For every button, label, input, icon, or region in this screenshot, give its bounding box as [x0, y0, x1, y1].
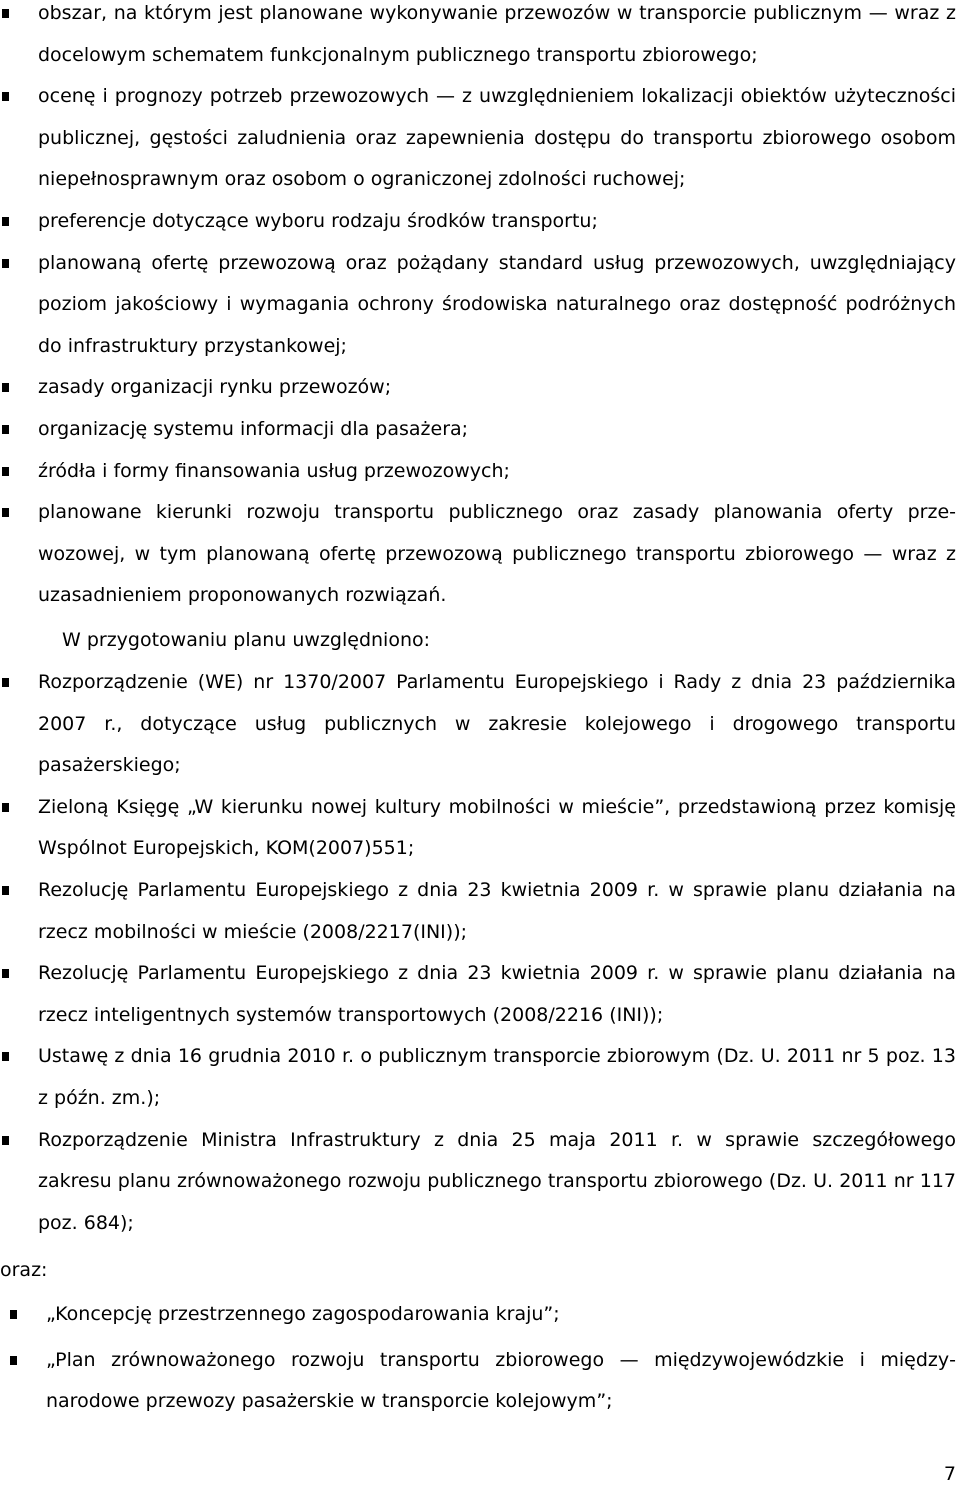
list-item	[0, 367, 960, 409]
list-item	[0, 451, 960, 493]
list-item-text: Rozporządzenie (WE) nr 1370/2007 Parlamentu Europejskiego i Rady z dnia 23 października 2007 r., dotyczące usług publicznych w zakresie kolejowego i drogowego transportu pasażerskiego;	[38, 671, 956, 777]
list-item	[0, 0, 960, 76]
square-bullet-icon	[10, 1310, 17, 1319]
square-bullet-icon	[2, 383, 9, 392]
list-item	[0, 76, 960, 201]
square-bullet-icon	[2, 803, 9, 812]
list-item	[0, 1294, 960, 1336]
legal-basis-list	[0, 662, 960, 1244]
list-item-text: Zieloną Księgę „W kierunku nowej kultury mobilności w mieście”, przedstawioną przez komisję Wspólnot Europejskich, KOM(2007)551;	[38, 795, 956, 860]
list-item-text: Ustawę z dnia 16 grudnia 2010 r. o publicznym transporcie zbiorowym (Dz. U. 2011 nr 5 poz. 13 z późn. zm.);	[38, 1045, 956, 1109]
list-item-text: Rozporządzenie Ministra Infrastruktury z dnia 25 maja 2011 r. w sprawie szczegółowego zakresu planu zrównoważonego rozwoju publicznego transportu zbiorowego (Dz. U. 2011 nr 117 poz. 684);	[38, 1128, 956, 1234]
square-bullet-icon	[2, 467, 9, 476]
oraz-label: oraz:	[0, 1259, 48, 1281]
square-bullet-icon	[2, 425, 9, 434]
square-bullet-icon	[2, 217, 9, 226]
list-item-text: organizację systemu informacji dla pasażera;	[38, 417, 469, 440]
list-item-text: ocenę i prognozy potrzeb przewozowych — z uwzględnieniem lokalizacji obiektów użyteczności publicznej, gęstości zaludnienia oraz zapewnienia dostępu do transportu zbiorowego osobom niepełnosprawnym oraz osobom o ograniczonej zdolności ruchowej;	[38, 85, 956, 191]
plan-scope-list	[0, 0, 960, 617]
list-item-text: Rezolucję Parlamentu Europejskiego z dnia 23 kwietnia 2009 r. w sprawie planu działania na rzecz mobilności w mieście (2008/2217(INI));	[38, 878, 956, 943]
list-item	[0, 870, 960, 953]
square-bullet-icon	[2, 1052, 9, 1061]
square-bullet-icon	[2, 92, 9, 101]
square-bullet-icon	[2, 886, 9, 895]
list-item	[0, 1036, 960, 1119]
square-bullet-icon	[2, 508, 9, 517]
list-item-text: zasady organizacji rynku przewozów;	[38, 376, 392, 399]
page-number: 7	[943, 1463, 956, 1485]
list-item-text: preferencje dotyczące wyboru rodzaju środków transportu;	[38, 209, 598, 232]
square-bullet-icon	[2, 1136, 9, 1145]
square-bullet-icon	[2, 678, 9, 687]
square-bullet-icon	[2, 969, 9, 978]
additional-documents-list	[0, 1294, 960, 1423]
list-item	[0, 201, 960, 243]
list-item-text: „Koncepcję przestrzennego zagospodarowania kraju”;	[46, 1303, 560, 1325]
square-bullet-icon	[2, 9, 9, 18]
list-item	[0, 953, 960, 1036]
list-item	[0, 1340, 960, 1423]
square-bullet-icon	[10, 1356, 17, 1365]
list-item-text: źródła i formy finansowania usług przewozowych;	[38, 459, 510, 482]
list-item-text: „Plan zrównoważonego rozwoju transportu zbiorowego — międzywojewódzkie i międzynarodowe przewozy pasażerskie w transporcie kolejowym”;	[46, 1348, 956, 1413]
list-item	[0, 662, 960, 787]
list-item	[0, 1120, 960, 1245]
list-item-text: obszar, na którym jest planowane wykonywanie przewozów w transporcie publicznym — wraz z docelowym schematem funkcjonalnym publicznego transportu zbiorowego;	[38, 2, 956, 66]
list-item	[0, 492, 960, 617]
list-item	[0, 787, 960, 870]
list-item-text: Rezolucję Parlamentu Europejskiego z dnia 23 kwietnia 2009 r. w sprawie planu działania na rzecz inteligentnych systemów transportowych (2008/2216 (INI));	[38, 962, 956, 1026]
list-item-text: planowane kierunki rozwoju transportu publicznego oraz zasady planowania oferty przewozowej, w tym planowaną ofertę przewozową publicznego transportu zbiorowego — wraz z uzasadnieniem proponowanych rozwiązań.	[38, 501, 956, 607]
list-item-text: planowaną ofertę przewozową oraz pożądany standard usług przewozowych, uwzględniający poziom jakościowy i wymagania ochrony środowiska naturalnego oraz dostępność podróżnych do infrastruktury przystankowej;	[38, 251, 956, 357]
square-bullet-icon	[2, 259, 9, 268]
list-item	[0, 409, 960, 451]
intro-paragraph: W przygotowaniu planu uwzględniono:	[62, 629, 431, 651]
list-item	[0, 243, 960, 368]
